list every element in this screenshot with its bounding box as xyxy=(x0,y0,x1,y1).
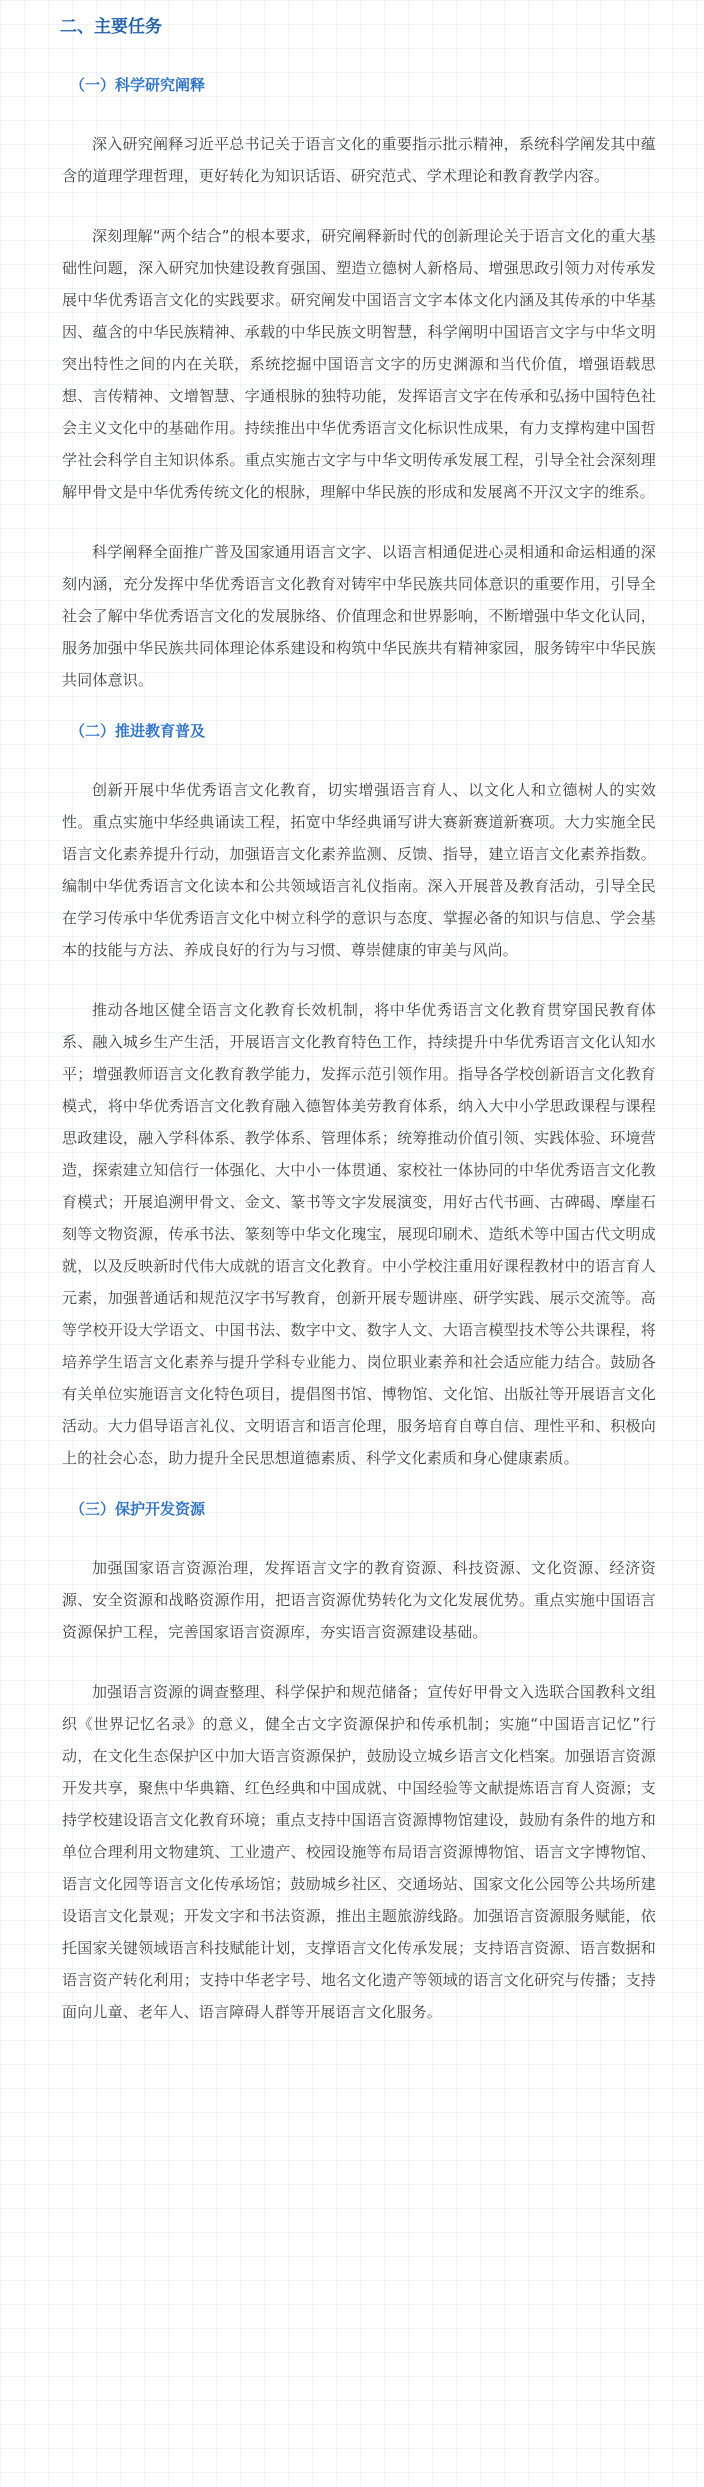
spacer xyxy=(26,508,678,536)
spacer xyxy=(26,42,678,70)
spacer xyxy=(26,1648,678,1676)
spacer xyxy=(26,696,678,716)
spacer xyxy=(26,1524,678,1552)
spacer xyxy=(26,1474,678,1494)
spacer xyxy=(26,746,678,774)
subsection-education xyxy=(26,716,678,1474)
subsection-title: （一）科学研究阐释 xyxy=(70,76,206,94)
subsection-title: （三）保护开发资源 xyxy=(70,1500,206,1518)
paragraph: 推动各地区健全语言文化教育长效机制，将中华优秀语言文化教育贯穿国民教育体系、融入城乡生产生活，开展语言文化教育特色工作，持续提升中华优秀语言文化认知水平；增强教师语言文化教育教学能力，发挥示范引领作用。指导各学校创新语言文化教育模式，将中华优秀语言文化教育融入德智体美劳教育体系，纳入大中小学思政课程与课程思政建设，融入学科体系、教学体系、管理体系；统筹推动价值引领、实践体验、环境营造，探索建立知信行一体强化、大中小一体贯通、家校社一体协同的中华优秀语言文化教育模式；开展追溯甲骨文、金文、篆书等文字发展演变，用好古代书画、古碑碣、摩崖石刻等文物资源，传承书法、篆刻等中华文化瑰宝，展现印刷术、造纸术等中国古代文明成就，以及反映新时代伟大成就的语言文化教育。中小学校注重用好课程教材中的语言育人元素，加强普通话和规范汉字书写教育，创新开展专题讲座、研学实践、展示交流等。高等学校开设大学语文、中国书法、数字中文、数字人文、大语言模型技术等公共课程，将培养学生语言文化素养与提升学科专业能力、岗位职业素养和社会适应能力结合。鼓励各有关单位实施语言文化特色项目，提倡图书馆、博物馆、文化馆、出版社等开展语言文化活动。大力倡导语言礼仪、文明语言和语言伦理，服务培育自尊自信、理性平和、积极向上的社会心态，助力提升全民思想道德素质、科学文化素质和身心健康素质。 xyxy=(62,1001,656,1467)
paragraph: 创新开展中华优秀语言文化教育，切实增强语言育人、以文化人和立德树人的实效性。重点实施中华经典诵读工程，拓宽中华经典诵写讲大赛新赛道新赛项。大力实施全民语言文化素养提升行动，加强语言文化素养监测、反馈、指导，建立语言文化素养指数。编制中华优秀语言文化读本和公共领域语言礼仪指南。深入开展普及教育活动，引导全民在学习传承中华优秀语言文化中树立科学的意识与态度、掌握必备的知识与信息、学会基本的技能与方法、养成良好的行为与习惯、尊崇健康的审美与风尚。 xyxy=(62,781,656,959)
subsection-research xyxy=(26,70,678,696)
paragraph: 科学阐释全面推广普及国家通用语言文字、以语言相通促进心灵相通和命运相通的深刻内涵，充分发挥中华优秀语言文化教育对铸牢中华民族共同体意识的重要作用，引导全社会了解中华优秀语言文化的发展脉络、价值理念和世界影响，不断增强中华文化认同，服务加强中华民族共同体理论体系建设和构筑中华民族共有精神家园，服务铸牢中华民族共同体意识。 xyxy=(62,543,656,689)
spacer xyxy=(26,966,678,994)
section-title: 二、主要任务 xyxy=(60,17,162,37)
spacer xyxy=(26,100,678,128)
paragraph: 深入研究阐释习近平总书记关于语言文化的重要指示批示精神，系统科学阐发其中蕴含的道理学理哲理，更好转化为知识话语、研究范式、学术理论和教育教学内容。 xyxy=(62,135,656,185)
subsection-title: （二）推进教育普及 xyxy=(70,722,206,740)
paragraph: 加强语言资源的调查整理、科学保护和规范储备；宣传好甲骨文入选联合国教科文组织《世界记忆名录》的意义，健全古文字资源保护和传承机制；实施“中国语言记忆”行动，在文化生态保护区中加大语言资源保护，鼓励设立城乡语言文化档案。加强语言资源开发共享，聚焦中华典籍、红色经典和中国成就、中国经验等文献提炼语言育人资源；支持学校建设语言文化教育环境；重点支持中国语言资源博物馆建设，鼓励有条件的地方和单位合理利用文物建筑、工业遗产、校园设施等布局语言资源博物馆、语言文字博物馆、语言文化园等语言文化传承场馆；鼓励城乡社区、交通场站、国家文化公园等公共场所建设语言文化景观；开发文字和书法资源，推出主题旅游线路。加强语言资源服务赋能，依托国家关键领域语言科技赋能计划，支撑语言文化传承发展；支持语言资源、语言数据和语言资产转化利用；支持中华老字号、地名文化遗产等领域的语言文化研究与传播；支持面向儿童、老年人、语言障碍人群等开展语言文化服务。 xyxy=(62,1683,656,2021)
spacer xyxy=(26,192,678,220)
paragraph: 深刻理解“两个结合”的根本要求，研究阐释新时代的创新理论关于语言文化的重大基础性问题，深入研究加快建设教育强国、塑造立德树人新格局、增强思政引领力对传承发展中华优秀语言文化的实践要求。研究阐发中国语言文字本体文化内涵及其传承的中华基因、蕴含的中华民族精神、承载的中华民族文明智慧，科学阐明中国语言文字与中华文明突出特性之间的内在关联，系统挖掘中国语言文字的历史渊源和当代价值，增强语载思想、言传精神、文增智慧、字通根脉的独特功能，发挥语言文字在传承和弘扬中国特色社会主义文化中的基础作用。持续推出中华优秀语言文化标识性成果，有力支撑构建中国哲学社会科学自主知识体系。重点实施古文字与中华文明传承发展工程，引导全社会深刻理解甲骨文是中华优秀传统文化的根脉，理解中华民族的形成和发展离不开汉文字的维系。 xyxy=(62,227,656,501)
subsection-resources xyxy=(26,1494,678,2028)
paragraph: 加强国家语言资源治理，发挥语言文字的教育资源、科技资源、文化资源、经济资源、安全资源和战略资源作用，把语言资源优势转化为文化发展优势。重点实施中国语言资源保护工程，完善国家语言资源库，夯实语言资源建设基础。 xyxy=(62,1559,656,1641)
